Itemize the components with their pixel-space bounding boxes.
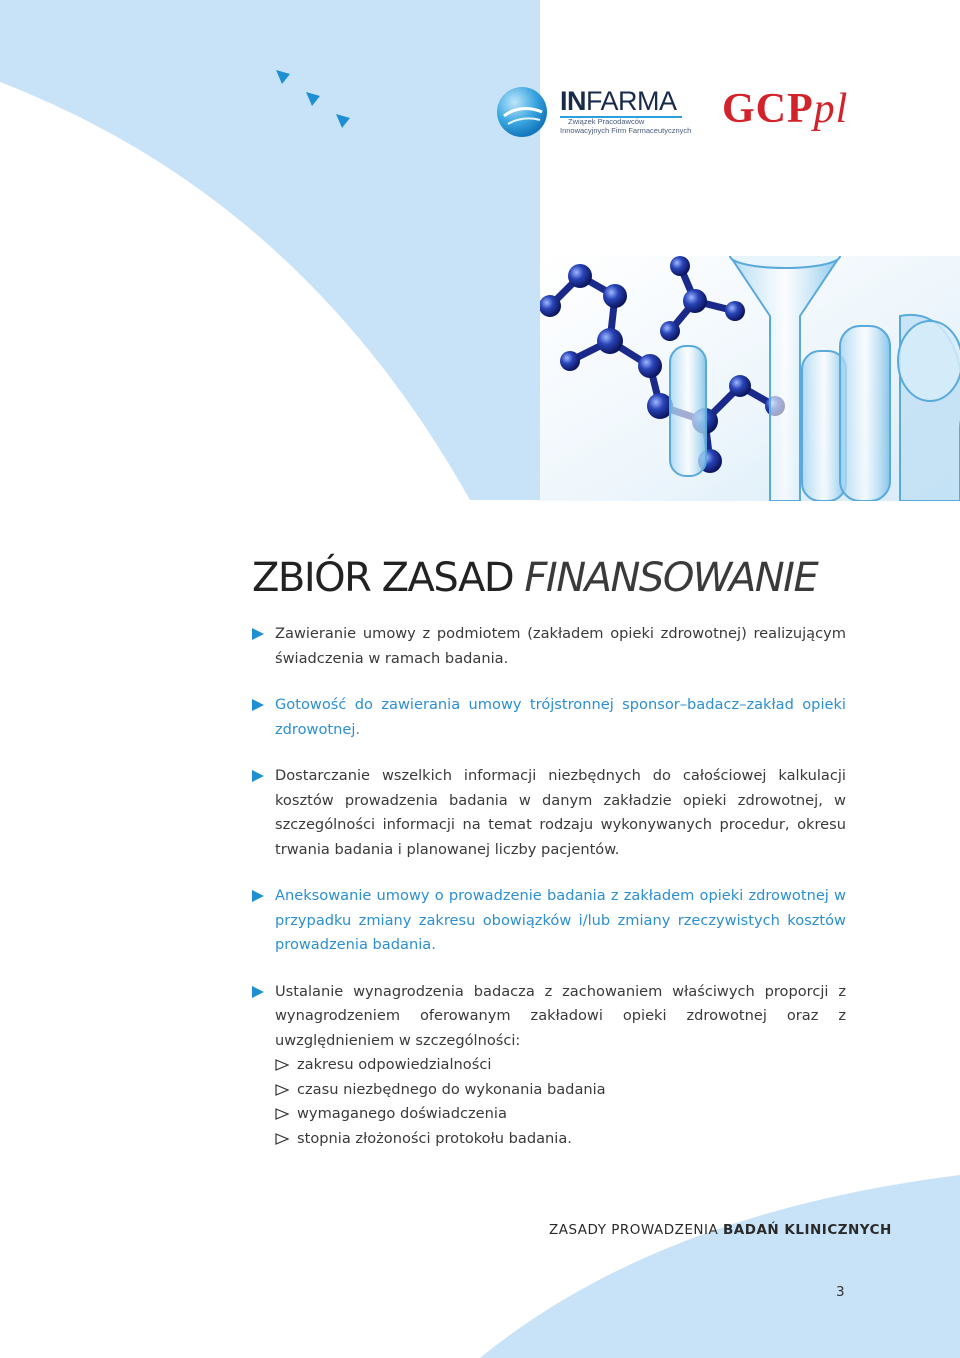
- list-item: Gotowość do zawierania umowy trójstronnej sponsor–badacz–zakład opieki zdrowotnej.: [252, 693, 846, 742]
- sub-bullet-triangle-icon: [275, 1059, 289, 1071]
- sub-bullet-triangle-icon: [275, 1084, 289, 1096]
- bullet-arrow-icon: [252, 699, 264, 711]
- title-part-regular: ZBIÓR ZASAD: [252, 555, 514, 601]
- laboratory-illustration: [540, 256, 960, 501]
- page-title: [252, 552, 817, 604]
- infarma-logo-icon: [496, 86, 548, 138]
- logo-bar: [496, 84, 856, 140]
- principles-list: [252, 622, 846, 1173]
- list-item: Ustalanie wynagrodzenia badacza z zachowaniem właściwych proporcji z wynagrodzeniem oferowanym zakładowi opieki zdrowotnej oraz z uwzględnieniem w szczególności: zakresu odpowiedzialności czasu niezbędnego do wykonania badania wymaganego doświadczenia stopnia złożoności protokołu badania.: [252, 980, 846, 1152]
- bullet-arrow-icon: [252, 770, 264, 782]
- top-arc-shape: [0, 0, 540, 500]
- sub-list-item: czasu niezbędnego do wykonania badania: [275, 1078, 846, 1103]
- title-part-italic: FINANSOWANIE: [524, 555, 818, 601]
- list-item: Dostarczanie wszelkich informacji niezbędnych do całościowej kalkulacji kosztów prowadzenia badania w danym zakładzie opieki zdrowotnej, w szczególności informacji na temat rodzaju wykonywanych procedur, okresu trwania badania i planowanej liczby pacjentów.: [252, 764, 846, 862]
- sub-bullet-triangle-icon: [275, 1133, 289, 1145]
- gcppl-logo: GCPpl: [722, 86, 849, 132]
- list-item: Aneksowanie umowy o prowadzenie badania z zakładem opieki zdrowotnej w przypadku zmiany zakresu obowiązków i/lub zmiany rzeczywistych kosztów prowadzenia badania.: [252, 884, 846, 958]
- bullet-arrow-icon: [252, 986, 264, 998]
- infarma-subtitle: Związek Pracodawców Innowacyjnych Firm Farmaceutycznych: [560, 117, 692, 135]
- footer-caption: ZASADY PROWADZENIA BADAŃ KLINICZNYCH: [549, 1222, 892, 1238]
- sub-list-item: zakresu odpowiedzialności: [275, 1053, 846, 1078]
- bullet-arrow-icon: [252, 890, 264, 902]
- page-number: 3: [836, 1284, 845, 1300]
- sub-bullet-triangle-icon: [275, 1108, 289, 1120]
- sub-list-item: stopnia złożoności protokołu badania.: [275, 1127, 846, 1152]
- infarma-wordmark: INFARMA: [560, 86, 677, 116]
- bullet-arrow-icon: [252, 628, 264, 640]
- bottom-band-shape: [480, 1175, 960, 1358]
- sub-list-item: wymaganego doświadczenia: [275, 1102, 846, 1127]
- list-item: Zawieranie umowy z podmiotem (zakładem opieki zdrowotnej) realizującym świadczenia w ramach badania.: [252, 622, 846, 671]
